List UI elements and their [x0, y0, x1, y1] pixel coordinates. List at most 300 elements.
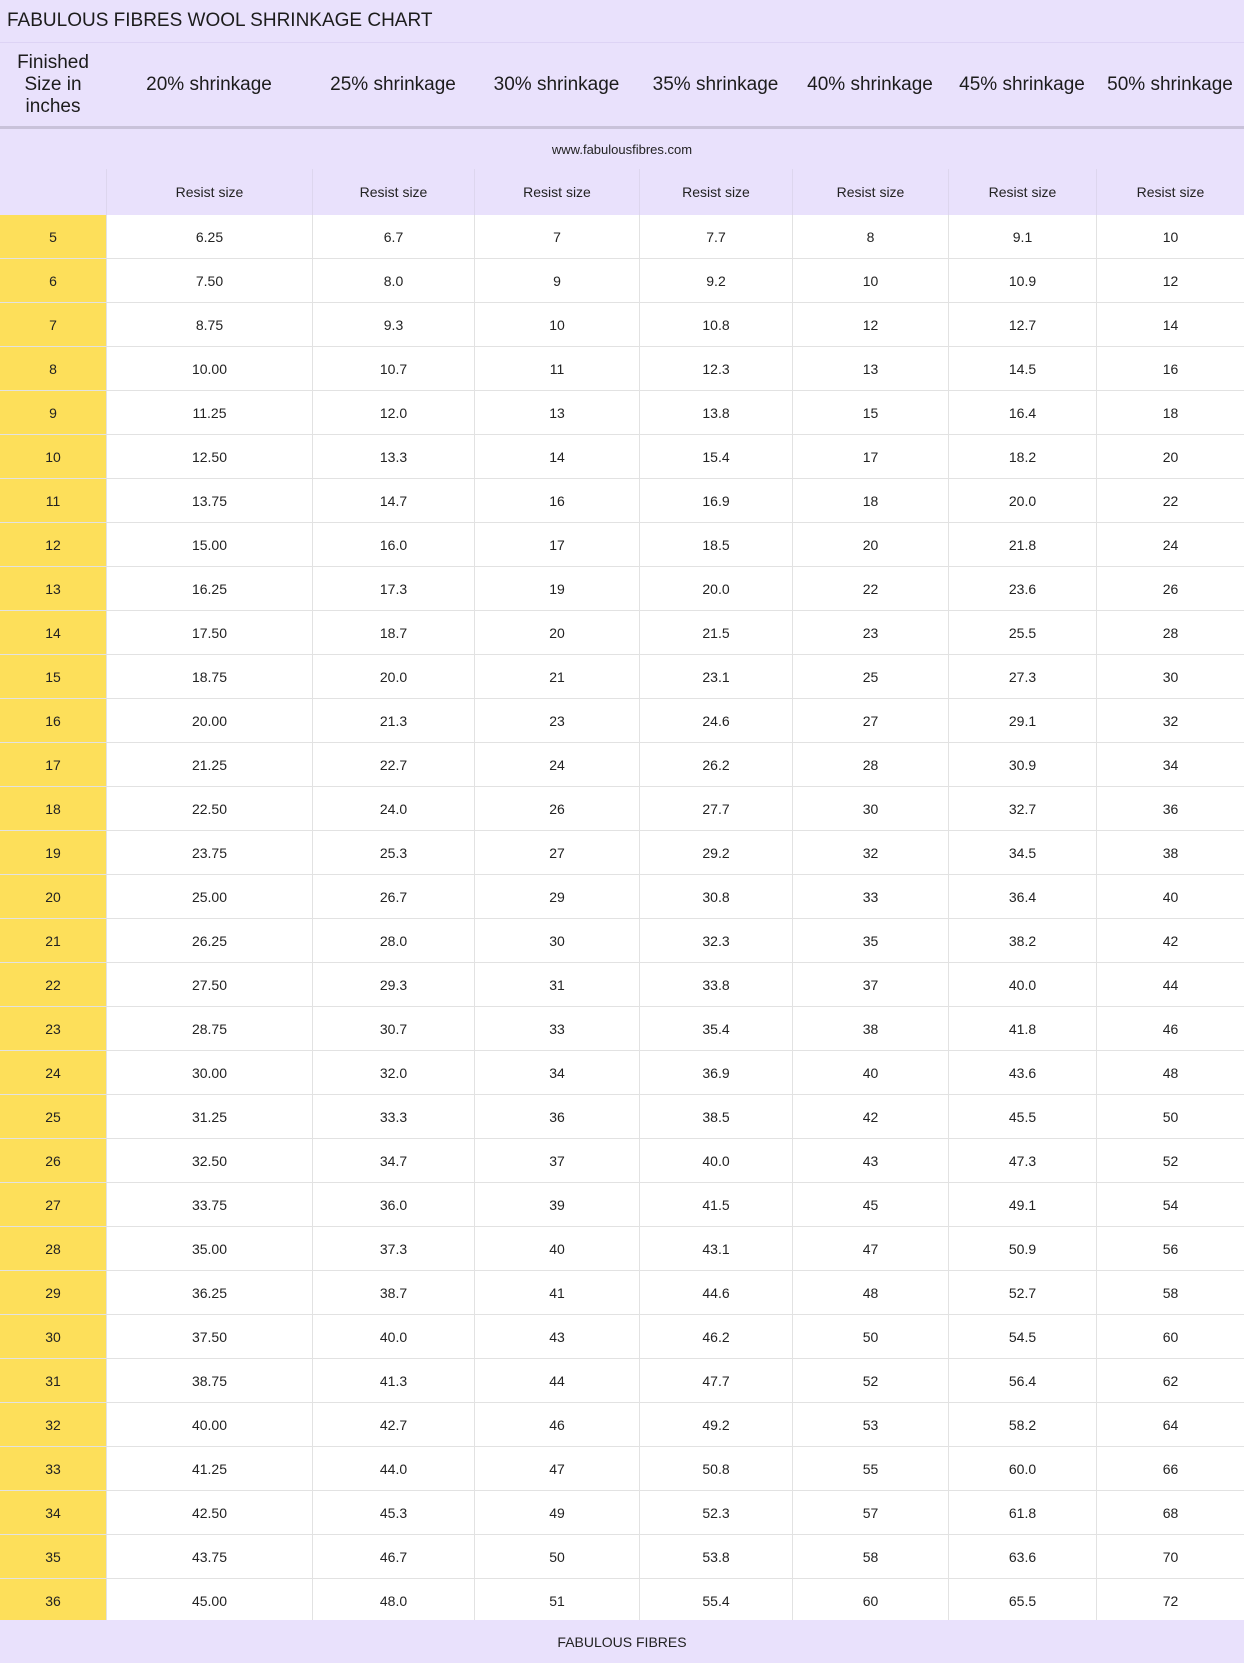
finished-size-cell: 33	[0, 1447, 106, 1490]
resist-size-cell: 12.3	[639, 347, 792, 390]
sub-header-blank	[0, 169, 106, 215]
resist-size-cell: 6.25	[106, 215, 312, 258]
resist-size-cell: 41.5	[639, 1183, 792, 1226]
header-shrinkage-4: 35% shrinkage	[652, 73, 779, 95]
resist-size-cell: 36	[474, 1095, 639, 1138]
resist-size-cell: 18	[1096, 391, 1244, 434]
finished-size-cell: 29	[0, 1271, 106, 1314]
sub-header-resist-size: Resist size	[792, 169, 948, 215]
resist-size-cell: 42.50	[106, 1491, 312, 1534]
resist-size-cell: 14	[1096, 303, 1244, 346]
resist-size-cell: 26.7	[312, 875, 474, 918]
resist-size-cell: 8	[792, 215, 948, 258]
resist-size-cell: 38	[1096, 831, 1244, 874]
resist-size-cell: 27.3	[948, 655, 1096, 698]
table-row	[0, 831, 1244, 875]
resist-size-cell: 18.5	[639, 523, 792, 566]
finished-size-cell: 10	[0, 435, 106, 478]
resist-size-cell: 13.8	[639, 391, 792, 434]
resist-size-cell: 30.00	[106, 1051, 312, 1094]
resist-size-cell: 13	[474, 391, 639, 434]
resist-size-cell: 16.9	[639, 479, 792, 522]
resist-size-cell: 23.75	[106, 831, 312, 874]
resist-size-cell: 38.75	[106, 1359, 312, 1402]
resist-size-cell: 26	[1096, 567, 1244, 610]
resist-size-cell: 23	[474, 699, 639, 742]
resist-size-cell: 63.6	[948, 1535, 1096, 1578]
resist-size-cell: 10.8	[639, 303, 792, 346]
resist-size-cell: 13	[792, 347, 948, 390]
finished-size-cell: 18	[0, 787, 106, 830]
resist-size-cell: 46	[1096, 1007, 1244, 1050]
resist-size-cell: 10.9	[948, 259, 1096, 302]
finished-size-cell: 11	[0, 479, 106, 522]
resist-size-cell: 21.3	[312, 699, 474, 742]
table-row	[0, 699, 1244, 743]
resist-size-cell: 24	[1096, 523, 1244, 566]
resist-size-cell: 28.75	[106, 1007, 312, 1050]
table-row	[0, 875, 1244, 919]
header-shrinkage-5: 40% shrinkage	[807, 73, 933, 95]
finished-size-cell: 35	[0, 1535, 106, 1578]
resist-size-cell: 45.5	[948, 1095, 1096, 1138]
finished-size-cell: 12	[0, 523, 106, 566]
table-row	[0, 1535, 1244, 1579]
finished-size-cell: 8	[0, 347, 106, 390]
table-row	[0, 215, 1244, 259]
finished-size-cell: 7	[0, 303, 106, 346]
resist-size-cell: 35	[792, 919, 948, 962]
resist-size-cell: 34	[1096, 743, 1244, 786]
resist-size-cell: 40.0	[948, 963, 1096, 1006]
resist-size-cell: 35.4	[639, 1007, 792, 1050]
table-row	[0, 1051, 1244, 1095]
chart-title: FABULOUS FIBRES WOOL SHRINKAGE CHART	[0, 0, 1244, 43]
resist-size-cell: 56	[1096, 1227, 1244, 1270]
resist-size-cell: 38.5	[639, 1095, 792, 1138]
resist-size-cell: 43	[474, 1315, 639, 1358]
resist-size-cell: 37	[474, 1139, 639, 1182]
resist-size-cell: 8.0	[312, 259, 474, 302]
resist-size-cell: 43	[792, 1139, 948, 1182]
resist-size-cell: 15.00	[106, 523, 312, 566]
finished-size-cell: 5	[0, 215, 106, 258]
table-row	[0, 391, 1244, 435]
resist-size-cell: 60.0	[948, 1447, 1096, 1490]
finished-size-cell: 19	[0, 831, 106, 874]
resist-size-cell: 36.9	[639, 1051, 792, 1094]
resist-size-cell: 32	[1096, 699, 1244, 742]
table-row	[0, 435, 1244, 479]
table-row	[0, 1007, 1244, 1051]
resist-size-cell: 42	[1096, 919, 1244, 962]
resist-size-cell: 48	[1096, 1051, 1244, 1094]
resist-size-cell: 38.2	[948, 919, 1096, 962]
resist-size-cell: 45	[792, 1183, 948, 1226]
resist-size-cell: 50.8	[639, 1447, 792, 1490]
resist-size-cell: 52	[792, 1359, 948, 1402]
table-row	[0, 1271, 1244, 1315]
resist-size-cell: 10	[1096, 215, 1244, 258]
table-row	[0, 567, 1244, 611]
resist-size-cell: 29.2	[639, 831, 792, 874]
resist-size-cell: 36	[1096, 787, 1244, 830]
resist-size-cell: 36.25	[106, 1271, 312, 1314]
resist-size-cell: 65.5	[948, 1579, 1096, 1622]
resist-size-cell: 52.3	[639, 1491, 792, 1534]
finished-size-cell: 25	[0, 1095, 106, 1138]
resist-size-cell: 26	[474, 787, 639, 830]
finished-size-cell: 23	[0, 1007, 106, 1050]
resist-size-cell: 54.5	[948, 1315, 1096, 1358]
resist-size-cell: 53.8	[639, 1535, 792, 1578]
resist-size-cell: 29.1	[948, 699, 1096, 742]
resist-size-cell: 7.7	[639, 215, 792, 258]
resist-size-cell: 64	[1096, 1403, 1244, 1446]
resist-size-cell: 30.9	[948, 743, 1096, 786]
resist-size-cell: 32.3	[639, 919, 792, 962]
resist-size-cell: 43.1	[639, 1227, 792, 1270]
resist-size-cell: 46	[474, 1403, 639, 1446]
resist-size-cell: 61.8	[948, 1491, 1096, 1534]
resist-size-cell: 22	[1096, 479, 1244, 522]
resist-size-cell: 14.7	[312, 479, 474, 522]
resist-size-cell: 16	[1096, 347, 1244, 390]
resist-size-cell: 48.0	[312, 1579, 474, 1622]
resist-size-cell: 40	[474, 1227, 639, 1270]
resist-size-cell: 16.4	[948, 391, 1096, 434]
resist-size-cell: 13.3	[312, 435, 474, 478]
resist-size-cell: 13.75	[106, 479, 312, 522]
finished-size-cell: 34	[0, 1491, 106, 1534]
resist-size-cell: 39	[474, 1183, 639, 1226]
resist-size-cell: 45.00	[106, 1579, 312, 1622]
header-shrinkage-1: 20% shrinkage	[146, 73, 272, 95]
sub-header-resist-size: Resist size	[312, 169, 474, 215]
resist-size-cell: 24.6	[639, 699, 792, 742]
resist-size-cell: 42.7	[312, 1403, 474, 1446]
column-header-row	[0, 43, 1244, 129]
resist-size-cell: 21.5	[639, 611, 792, 654]
resist-size-cell: 36.4	[948, 875, 1096, 918]
resist-size-cell: 38	[792, 1007, 948, 1050]
resist-size-cell: 53	[792, 1403, 948, 1446]
resist-size-cell: 49.1	[948, 1183, 1096, 1226]
resist-size-cell: 43.6	[948, 1051, 1096, 1094]
resist-size-cell: 21	[474, 655, 639, 698]
sub-header-resist-size: Resist size	[106, 169, 312, 215]
resist-size-cell: 52	[1096, 1139, 1244, 1182]
resist-size-cell: 9	[474, 259, 639, 302]
resist-size-cell: 33	[474, 1007, 639, 1050]
sub-header-resist-size: Resist size	[639, 169, 792, 215]
resist-size-cell: 41.3	[312, 1359, 474, 1402]
resist-size-cell: 12.50	[106, 435, 312, 478]
resist-size-cell: 58.2	[948, 1403, 1096, 1446]
resist-size-cell: 11.25	[106, 391, 312, 434]
table-row	[0, 1491, 1244, 1535]
resist-size-cell: 58	[792, 1535, 948, 1578]
resist-size-cell: 15.4	[639, 435, 792, 478]
resist-size-cell: 8.75	[106, 303, 312, 346]
resist-size-cell: 30.7	[312, 1007, 474, 1050]
resist-size-cell: 33.75	[106, 1183, 312, 1226]
finished-size-cell: 6	[0, 259, 106, 302]
resist-size-cell: 50	[1096, 1095, 1244, 1138]
resist-size-cell: 31	[474, 963, 639, 1006]
resist-size-cell: 55.4	[639, 1579, 792, 1622]
resist-size-cell: 47	[792, 1227, 948, 1270]
finished-size-cell: 17	[0, 743, 106, 786]
header-shrinkage-6: 45% shrinkage	[959, 73, 1085, 95]
resist-size-cell: 48	[792, 1271, 948, 1314]
resist-size-cell: 44	[1096, 963, 1244, 1006]
resist-size-cell: 32.0	[312, 1051, 474, 1094]
resist-size-cell: 54	[1096, 1183, 1244, 1226]
resist-size-cell: 24.0	[312, 787, 474, 830]
header-shrinkage-3: 30% shrinkage	[493, 73, 620, 95]
table-row	[0, 1359, 1244, 1403]
header-shrinkage-7: 50% shrinkage	[1107, 73, 1233, 95]
resist-size-cell: 49.2	[639, 1403, 792, 1446]
resist-size-cell: 19	[474, 567, 639, 610]
resist-size-cell: 41.8	[948, 1007, 1096, 1050]
resist-size-cell: 11	[474, 347, 639, 390]
resist-size-cell: 22.50	[106, 787, 312, 830]
resist-size-cell: 66	[1096, 1447, 1244, 1490]
resist-size-cell: 18.75	[106, 655, 312, 698]
resist-size-cell: 30	[474, 919, 639, 962]
resist-size-cell: 20	[1096, 435, 1244, 478]
finished-size-cell: 31	[0, 1359, 106, 1402]
finished-size-cell: 36	[0, 1579, 106, 1622]
resist-size-cell: 21.25	[106, 743, 312, 786]
resist-size-cell: 37.50	[106, 1315, 312, 1358]
resist-size-cell: 33.8	[639, 963, 792, 1006]
table-row	[0, 1139, 1244, 1183]
resist-size-cell: 27.7	[639, 787, 792, 830]
sub-header-resist-size: Resist size	[1096, 169, 1244, 215]
resist-size-cell: 68	[1096, 1491, 1244, 1534]
resist-size-cell: 18.2	[948, 435, 1096, 478]
resist-size-cell: 16.25	[106, 567, 312, 610]
sub-header-resist-size: Resist size	[474, 169, 639, 215]
resist-size-cell: 25.5	[948, 611, 1096, 654]
resist-size-cell: 16	[474, 479, 639, 522]
resist-size-cell: 27	[474, 831, 639, 874]
resist-size-cell: 47	[474, 1447, 639, 1490]
finished-size-cell: 14	[0, 611, 106, 654]
resist-size-cell: 45.3	[312, 1491, 474, 1534]
table-row	[0, 1183, 1244, 1227]
resist-size-cell: 9.3	[312, 303, 474, 346]
resist-size-cell: 18	[792, 479, 948, 522]
resist-size-cell: 29	[474, 875, 639, 918]
table-row	[0, 787, 1244, 831]
resist-size-cell: 9.2	[639, 259, 792, 302]
resist-size-cell: 20	[474, 611, 639, 654]
resist-size-cell: 58	[1096, 1271, 1244, 1314]
resist-size-cell: 10	[792, 259, 948, 302]
finished-size-cell: 30	[0, 1315, 106, 1358]
finished-size-cell: 28	[0, 1227, 106, 1270]
resist-size-cell: 7	[474, 215, 639, 258]
resist-size-cell: 34.5	[948, 831, 1096, 874]
resist-size-cell: 40.0	[639, 1139, 792, 1182]
resist-size-cell: 25.3	[312, 831, 474, 874]
resist-size-cell: 30	[792, 787, 948, 830]
resist-size-cell: 44	[474, 1359, 639, 1402]
resist-size-cell: 34	[474, 1051, 639, 1094]
resist-size-cell: 27.50	[106, 963, 312, 1006]
resist-size-cell: 47.3	[948, 1139, 1096, 1182]
resist-size-cell: 44.6	[639, 1271, 792, 1314]
resist-size-cell: 47.7	[639, 1359, 792, 1402]
resist-size-cell: 12.0	[312, 391, 474, 434]
sub-header-resist-size: Resist size	[948, 169, 1096, 215]
resist-size-cell: 20.0	[312, 655, 474, 698]
resist-size-cell: 20.0	[948, 479, 1096, 522]
table-row	[0, 1095, 1244, 1139]
resist-size-cell: 26.25	[106, 919, 312, 962]
resist-size-cell: 23.1	[639, 655, 792, 698]
header-finished-size: Finished Size in inches	[17, 51, 89, 117]
resist-size-cell: 17	[474, 523, 639, 566]
resist-size-cell: 9.1	[948, 215, 1096, 258]
resist-size-cell: 27	[792, 699, 948, 742]
resist-size-cell: 60	[792, 1579, 948, 1622]
resist-size-cell: 32.7	[948, 787, 1096, 830]
table-row	[0, 303, 1244, 347]
resist-size-cell: 33	[792, 875, 948, 918]
finished-size-cell: 15	[0, 655, 106, 698]
table-row	[0, 1315, 1244, 1359]
resist-size-cell: 40.0	[312, 1315, 474, 1358]
resist-size-cell: 21.8	[948, 523, 1096, 566]
resist-size-cell: 23	[792, 611, 948, 654]
resist-size-cell: 14	[474, 435, 639, 478]
resist-size-cell: 6.7	[312, 215, 474, 258]
resist-size-cell: 41.25	[106, 1447, 312, 1490]
table-row	[0, 523, 1244, 567]
resist-size-cell: 26.2	[639, 743, 792, 786]
table-row	[0, 919, 1244, 963]
finished-size-cell: 32	[0, 1403, 106, 1446]
resist-size-cell: 28	[1096, 611, 1244, 654]
resist-size-cell: 62	[1096, 1359, 1244, 1402]
finished-size-cell: 21	[0, 919, 106, 962]
footer-label: FABULOUS FIBRES	[0, 1620, 1244, 1663]
resist-size-cell: 28	[792, 743, 948, 786]
finished-size-cell: 27	[0, 1183, 106, 1226]
resist-size-cell: 17.3	[312, 567, 474, 610]
header-shrinkage-2: 25% shrinkage	[330, 73, 456, 95]
resist-size-cell: 38.7	[312, 1271, 474, 1314]
resist-size-cell: 29.3	[312, 963, 474, 1006]
table-row	[0, 963, 1244, 1007]
resist-size-cell: 7.50	[106, 259, 312, 302]
resist-size-cell: 10	[474, 303, 639, 346]
resist-size-cell: 34.7	[312, 1139, 474, 1182]
finished-size-cell: 9	[0, 391, 106, 434]
table-row	[0, 1579, 1244, 1623]
resist-size-cell: 46.7	[312, 1535, 474, 1578]
resist-size-cell: 22.7	[312, 743, 474, 786]
table-row	[0, 479, 1244, 523]
resist-size-cell: 70	[1096, 1535, 1244, 1578]
resist-size-cell: 42	[792, 1095, 948, 1138]
resist-size-cell: 49	[474, 1491, 639, 1534]
finished-size-cell: 16	[0, 699, 106, 742]
resist-size-cell: 10.7	[312, 347, 474, 390]
table-row	[0, 1403, 1244, 1447]
finished-size-cell: 26	[0, 1139, 106, 1182]
resist-size-cell: 52.7	[948, 1271, 1096, 1314]
sub-header-row	[0, 169, 1244, 215]
resist-size-cell: 12	[1096, 259, 1244, 302]
resist-size-cell: 35.00	[106, 1227, 312, 1270]
resist-size-cell: 30	[1096, 655, 1244, 698]
resist-size-cell: 50	[792, 1315, 948, 1358]
resist-size-cell: 24	[474, 743, 639, 786]
resist-size-cell: 40	[792, 1051, 948, 1094]
resist-size-cell: 30.8	[639, 875, 792, 918]
resist-size-cell: 32.50	[106, 1139, 312, 1182]
resist-size-cell: 37	[792, 963, 948, 1006]
table-row	[0, 1227, 1244, 1271]
resist-size-cell: 43.75	[106, 1535, 312, 1578]
table-body	[0, 215, 1244, 1623]
resist-size-cell: 28.0	[312, 919, 474, 962]
resist-size-cell: 17	[792, 435, 948, 478]
resist-size-cell: 20	[792, 523, 948, 566]
resist-size-cell: 22	[792, 567, 948, 610]
table-row	[0, 655, 1244, 699]
resist-size-cell: 18.7	[312, 611, 474, 654]
resist-size-cell: 15	[792, 391, 948, 434]
resist-size-cell: 57	[792, 1491, 948, 1534]
resist-size-cell: 31.25	[106, 1095, 312, 1138]
finished-size-cell: 22	[0, 963, 106, 1006]
resist-size-cell: 16.0	[312, 523, 474, 566]
resist-size-cell: 10.00	[106, 347, 312, 390]
resist-size-cell: 56.4	[948, 1359, 1096, 1402]
resist-size-cell: 36.0	[312, 1183, 474, 1226]
resist-size-cell: 25	[792, 655, 948, 698]
resist-size-cell: 23.6	[948, 567, 1096, 610]
resist-size-cell: 32	[792, 831, 948, 874]
resist-size-cell: 46.2	[639, 1315, 792, 1358]
resist-size-cell: 20.0	[639, 567, 792, 610]
resist-size-cell: 50	[474, 1535, 639, 1578]
table-row	[0, 347, 1244, 391]
finished-size-cell: 13	[0, 567, 106, 610]
resist-size-cell: 72	[1096, 1579, 1244, 1622]
resist-size-cell: 41	[474, 1271, 639, 1314]
resist-size-cell: 37.3	[312, 1227, 474, 1270]
resist-size-cell: 14.5	[948, 347, 1096, 390]
table-row	[0, 743, 1244, 787]
resist-size-cell: 50.9	[948, 1227, 1096, 1270]
table-row	[0, 611, 1244, 655]
resist-size-cell: 51	[474, 1579, 639, 1622]
finished-size-cell: 24	[0, 1051, 106, 1094]
table-row	[0, 1447, 1244, 1491]
website-label: www.fabulousfibres.com	[0, 129, 1244, 169]
resist-size-cell: 55	[792, 1447, 948, 1490]
finished-size-cell: 20	[0, 875, 106, 918]
resist-size-cell: 33.3	[312, 1095, 474, 1138]
